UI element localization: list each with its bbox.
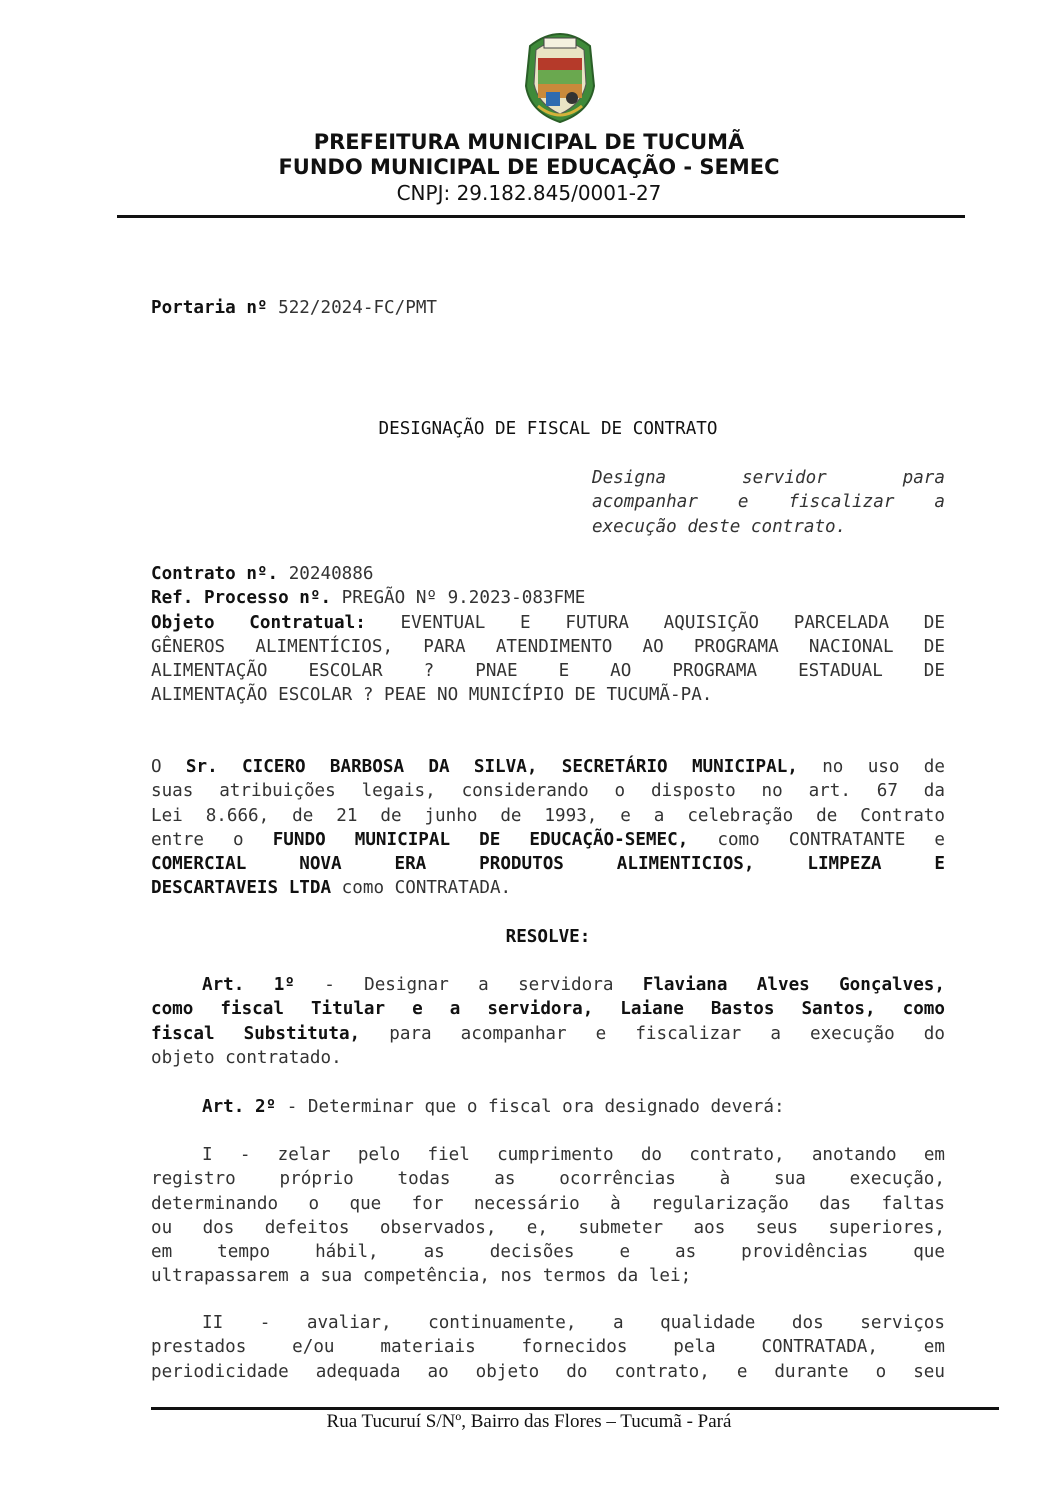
fiscal-substituta-name: como fiscal Titular e a servidora, Laiane Bastos Santos, como bbox=[151, 999, 945, 1020]
fundo-name: FUNDO MUNICIPAL DE EDUCAÇÃO-SEMEC, bbox=[272, 829, 689, 850]
resolve-text: RESOLVE: bbox=[505, 927, 591, 947]
inciso-line: II - avaliar, continuamente, a qualidade dos serviços bbox=[202, 1313, 945, 1333]
header-prefeitura: PREFEITURA MUNICIPAL DE TUCUMÃ bbox=[313, 130, 745, 154]
art1-text: para acompanhar e fiscalizar a execução do bbox=[360, 1023, 945, 1044]
art1 bbox=[151, 973, 945, 1070]
inciso-2 bbox=[151, 1311, 945, 1384]
preambulo-line bbox=[151, 828, 945, 852]
contrato-number: 20240886 bbox=[278, 564, 374, 584]
contrato-label: Contrato nº. bbox=[151, 564, 279, 584]
inciso-line: registro próprio todas as ocorrências à sua execução, bbox=[151, 1169, 945, 1190]
header-fundo: FUNDO MUNICIPAL DE EDUCAÇÃO - SEMEC bbox=[278, 155, 780, 179]
preambulo bbox=[151, 755, 945, 901]
header-cnpj: CNPJ: 29.182.845/0001-27 bbox=[396, 181, 662, 205]
ementa-line: Designa servidor para bbox=[592, 468, 945, 488]
processo-value: PREGÃO Nº 9.2023-083FME bbox=[331, 588, 586, 609]
inciso-1 bbox=[151, 1143, 945, 1289]
art2 bbox=[151, 1095, 945, 1119]
portaria-number: 522/2024-FC/PMT bbox=[267, 298, 438, 318]
preambulo-text: como CONTRATANTE e bbox=[688, 829, 945, 850]
portaria-label: Portaria nº bbox=[151, 298, 268, 318]
objeto-line: GÊNEROS ALIMENTÍCIOS, PARA ATENDIMENTO AO PROGRAMA NACIONAL DE bbox=[151, 636, 945, 657]
secretario-name: Sr. CICERO BARBOSA DA SILVA, SECRETÁRIO MUNICIPAL, bbox=[185, 757, 798, 777]
objeto-line: ALIMENTAÇÃO ESCOLAR ? PEAE NO MUNICÍPIO DE TUCUMÃ-PA. bbox=[151, 685, 713, 706]
objeto-line bbox=[151, 611, 945, 635]
footer-address: Rua Tucuruí S/Nº, Bairro das Flores – Tucumã - Pará bbox=[326, 1411, 732, 1432]
inciso-line: ultrapassarem a sua competência, nos termos da lei; bbox=[151, 1266, 692, 1287]
inciso-line: em tempo hábil, as decisões e as providências que bbox=[151, 1242, 945, 1263]
art2-text: - Determinar que o fiscal ora designado deverá: bbox=[276, 1097, 785, 1117]
preambulo-text: O bbox=[151, 757, 186, 777]
resolve-heading bbox=[151, 925, 945, 949]
art1-line bbox=[151, 973, 945, 997]
ementa bbox=[592, 466, 945, 539]
preambulo-text: no uso de bbox=[797, 757, 945, 777]
empresa-name: DESCARTAVEIS LTDA bbox=[151, 878, 332, 899]
preambulo-text: como CONTRATADA. bbox=[331, 878, 512, 899]
contrato-line bbox=[151, 562, 945, 586]
footer-divider bbox=[151, 1407, 999, 1410]
header-divider bbox=[117, 215, 965, 218]
inciso-line: I - zelar pelo fiel cumprimento do contrato, anotando em bbox=[202, 1145, 945, 1165]
objeto-text: EVENTUAL E FUTURA AQUISIÇÃO PARCELADA DE bbox=[365, 612, 945, 633]
objeto-label: Objeto Contratual: bbox=[151, 612, 366, 633]
preambulo-text: entre o bbox=[151, 829, 273, 850]
document-title bbox=[151, 417, 945, 441]
ementa-line: acompanhar e fiscalizar a bbox=[592, 492, 945, 513]
processo-line bbox=[151, 586, 945, 610]
processo-label: Ref. Processo nº. bbox=[151, 588, 332, 609]
art1-line: objeto contratado. bbox=[151, 1047, 342, 1068]
fiscal-titular-name: Flaviana Alves Gonçalves, bbox=[642, 975, 945, 995]
municipal-crest-logo bbox=[520, 24, 600, 124]
contract-info bbox=[151, 562, 945, 708]
art1-label: Art. 1º bbox=[202, 975, 295, 995]
document-title-text: DESIGNAÇÃO DE FISCAL DE CONTRATO bbox=[378, 419, 718, 439]
art1-text: - Designar a servidora bbox=[294, 975, 643, 995]
preambulo-line bbox=[151, 755, 945, 779]
art2-label: Art. 2º bbox=[202, 1097, 277, 1117]
ementa-line: execução deste contrato. bbox=[592, 516, 847, 537]
art1-line bbox=[151, 1022, 945, 1046]
inciso-line: periodicidade adequada ao objeto do contrato, e durante o seu bbox=[151, 1361, 945, 1382]
preambulo-line: Lei 8.666, de 21 de junho de 1993, e a celebração de Contrato bbox=[151, 805, 945, 826]
objeto-line: ALIMENTAÇÃO ESCOLAR ? PNAE E AO PROGRAMA ESTADUAL DE bbox=[151, 661, 945, 682]
preambulo-line: suas atribuições legais, considerando o disposto no art. 67 da bbox=[151, 781, 945, 802]
art1-line bbox=[151, 997, 945, 1021]
preambulo-line bbox=[151, 876, 945, 900]
portaria-line bbox=[151, 296, 945, 320]
inciso-line: prestados e/ou materiais fornecidos pela CONTRATADA, em bbox=[151, 1337, 945, 1358]
inciso-line: ou dos defeitos observados, e, submeter aos seus superiores, bbox=[151, 1217, 945, 1238]
preambulo-line bbox=[151, 852, 945, 876]
fiscal-substituta-role: fiscal Substituta, bbox=[151, 1023, 361, 1044]
empresa-name: COMERCIAL NOVA ERA PRODUTOS ALIMENTICIOS, LIMPEZA E bbox=[151, 854, 945, 875]
inciso-line: determinando o que for necessário à regularização das faltas bbox=[151, 1193, 945, 1214]
